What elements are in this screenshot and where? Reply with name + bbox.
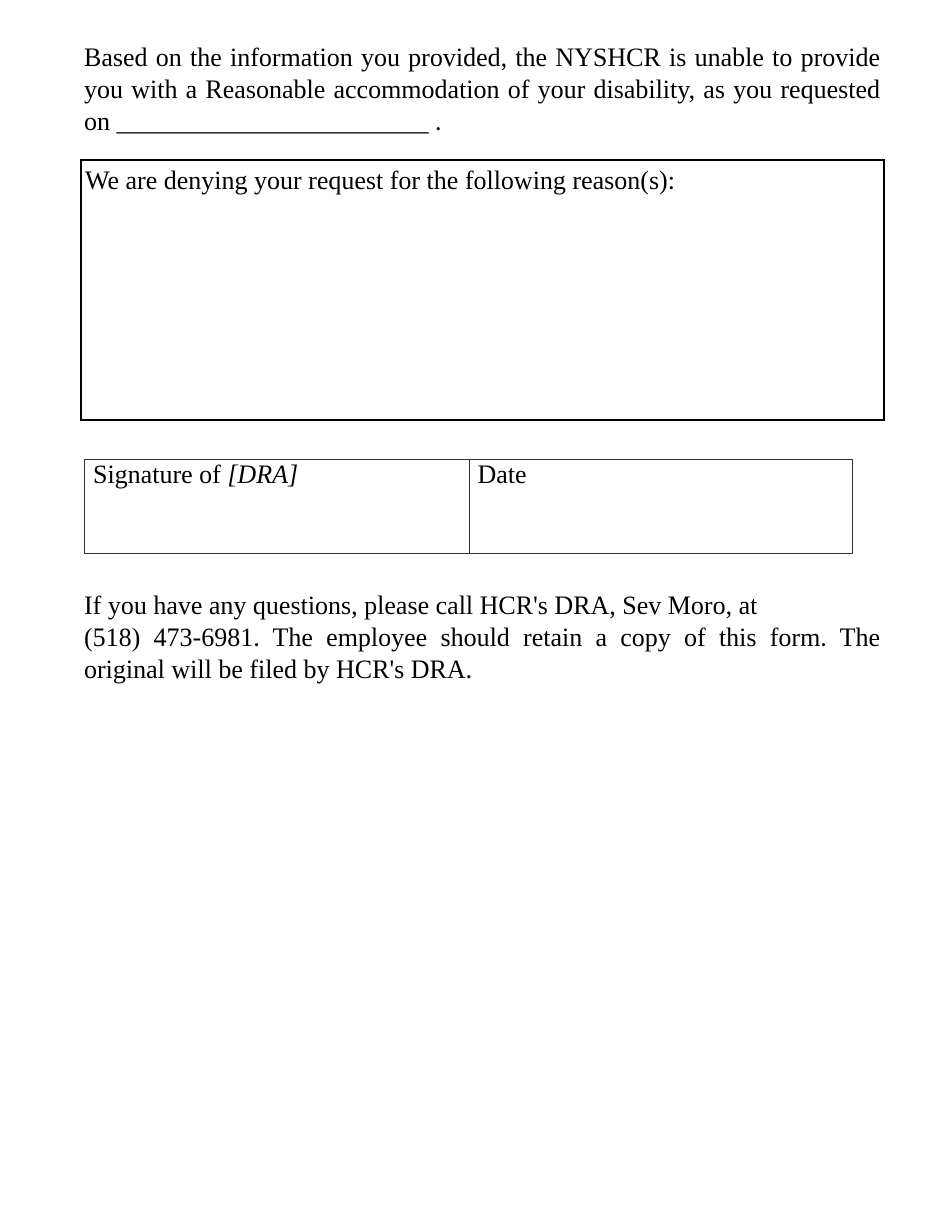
denial-reasons-box[interactable] [80,159,885,421]
footer-line-2: (518) 473-6981. The employee should retain a copy of this form. The [84,623,880,652]
signature-role: [DRA] [227,460,299,489]
intro-text: Based on the information you provided, the NYSHCR is unable to provide you with a Reasonable accommodation of your disability, as you requested on [84,43,880,136]
footer-line-3: original will be filed by HCR's DRA. [84,655,473,684]
signature-label-text: Signature of [93,460,221,489]
date-cell[interactable] [469,460,853,553]
signature-cell[interactable] [85,460,469,553]
denial-reasons-label: We are denying your request for the following reason(s): [85,166,675,195]
date-label: Date [477,460,527,489]
signature-table [84,459,853,554]
request-date-blank[interactable]: ________________________ [116,107,429,136]
footer-line-1: If you have any questions, please call HCR's DRA, Sev Moro, at [84,591,758,620]
footer-paragraph [84,590,880,686]
intro-paragraph [84,42,880,138]
intro-end: . [435,107,442,136]
signature-label [93,460,298,490]
